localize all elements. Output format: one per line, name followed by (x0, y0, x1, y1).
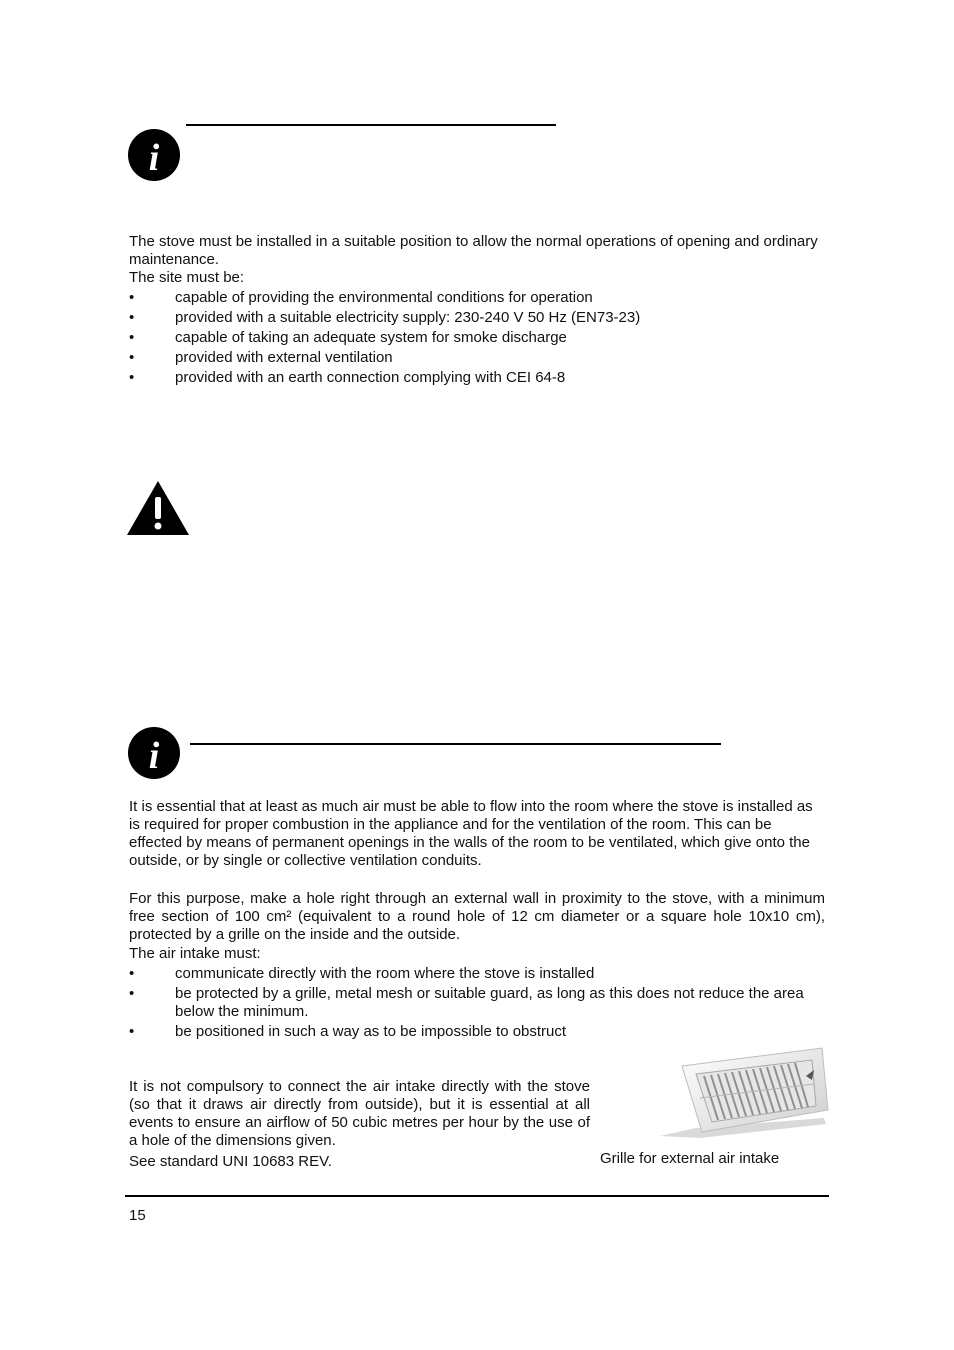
bullet: • (129, 965, 135, 982)
air-paragraph-2: For this purpose, make a hole right through an external wall in proximity to the stove, with a minimum free section of 100 cm² (equivalent to a round hole of 12 cm diameter or a square hole 10x10 cm), protected by a grille on the inside and the outside. (129, 890, 825, 943)
list-item-text: communicate directly with the room where the stove is installed (175, 965, 595, 982)
site-intro-text: The stove must be installed in a suitable position to allow the normal operations of opening and ordinary maintenance. (129, 233, 818, 268)
bullet: • (129, 349, 135, 366)
list-item-text: capable of taking an adequate system for smoke discharge (175, 329, 567, 346)
air-intake-list (129, 965, 825, 1043)
list-item-text: provided with external ventilation (175, 349, 393, 366)
section-heading-rule (190, 743, 721, 745)
list-item (129, 289, 825, 307)
grille-caption: Grille for external air intake (600, 1150, 780, 1167)
info-icon (127, 128, 183, 187)
bullet: • (129, 289, 135, 306)
standard-reference: See standard UNI 10683 REV. (129, 1153, 332, 1170)
bullet: • (129, 309, 135, 326)
bullet: • (129, 1023, 135, 1040)
site-requirements-list (129, 289, 825, 389)
air-lead-text: The air intake must: (129, 945, 261, 962)
bullet: • (129, 985, 135, 1002)
list-item (129, 965, 825, 983)
air-paragraph-3: It is not compulsory to connect the air intake directly with the stove (so that it draws air directly from outside), but it is essential at all events to ensure an airflow of 50 cubic metres per hour by the use of a hole of the dimensions given. (129, 1078, 590, 1149)
list-item-text: be positioned in such a way as to be impossible to obstruct (175, 1023, 567, 1040)
warning-icon (126, 480, 190, 541)
svg-text:i: i (148, 735, 160, 777)
section-heading-rule (186, 124, 556, 126)
bullet: • (129, 329, 135, 346)
list-item-text: provided with an earth connection complying with CEI 64-8 (175, 369, 566, 386)
air-grille-image (656, 1046, 832, 1147)
svg-text:i: i (148, 137, 160, 179)
list-item (129, 309, 825, 327)
list-item-text: provided with a suitable electricity supply: 230-240 V 50 Hz (EN73-23) (175, 309, 641, 326)
air-paragraph-1: It is essential that at least as much air must be able to flow into the room where the stove is installed as is required for proper combustion in the appliance and for the ventilation of the room. This can be effected by means of permanent openings in the walls of the room to be ventilated, which give onto the outside, or by single or collective ventilation conduits. (129, 798, 813, 869)
footer-rule (125, 1195, 829, 1197)
list-item (129, 985, 825, 1021)
site-lead-text: The site must be: (129, 269, 245, 286)
list-item (129, 1023, 585, 1041)
bullet: • (129, 369, 135, 386)
info-icon (127, 726, 183, 785)
list-item (129, 329, 825, 347)
list-item-text: be protected by a grille, metal mesh or suitable guard, as long as this does not reduce the area below the minimum. (175, 985, 804, 1020)
list-item (129, 349, 825, 367)
list-item-text: capable of providing the environmental conditions for operation (175, 289, 593, 306)
page-number: 15 (129, 1207, 146, 1224)
list-item (129, 369, 825, 387)
